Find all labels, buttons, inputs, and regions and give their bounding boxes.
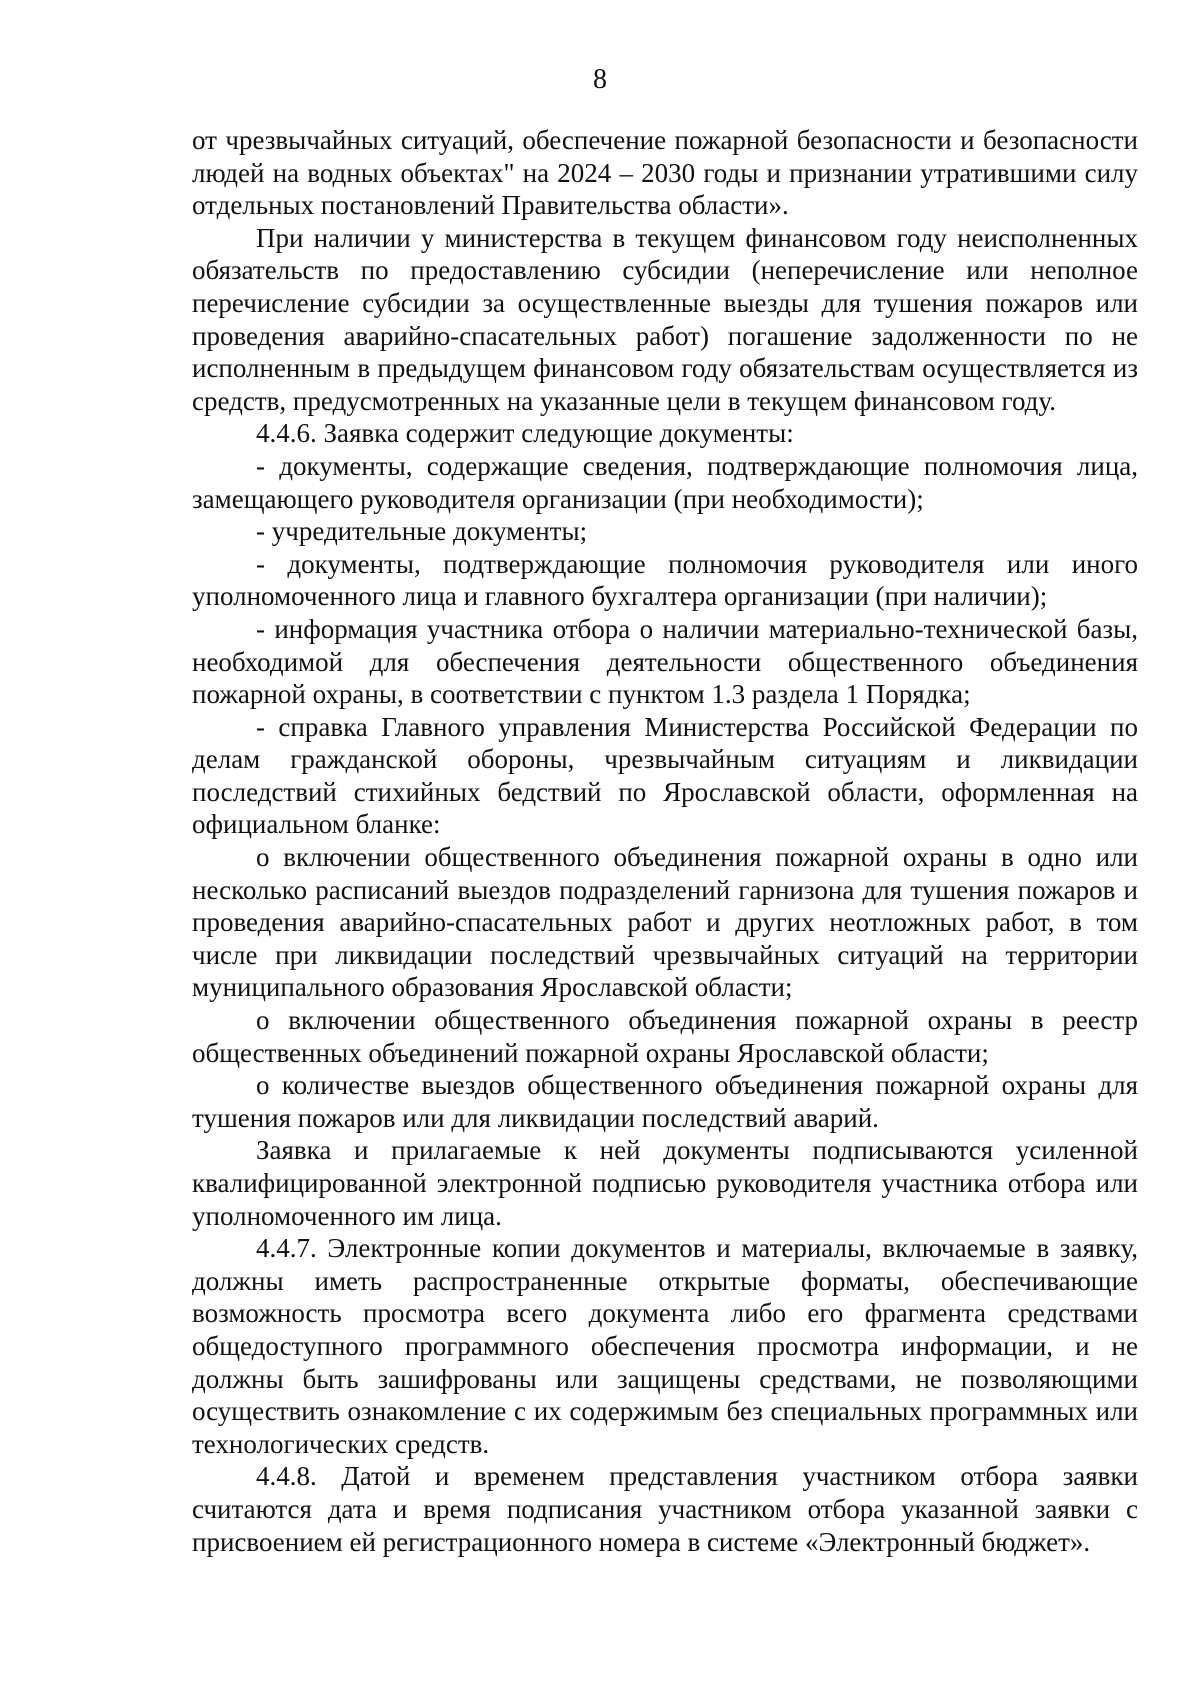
paragraph-electronic-signature: Заявка и прилагаемые к ней документы подписываются усиленной квалифицированной электронной подписью руководителя участника отбора или уполномоченного им лица. xyxy=(192,1135,1138,1231)
paragraph-4-4-7-formats: 4.4.7. Электронные копии документов и материалы, включаемые в заявку, должны иметь распространенные открытые форматы, обеспечивающие возможность просмотра всего документа либо его фрагмента средствами общедоступного программного обеспечения просмотра информации, и не должны быть зашифрованы или защищены средствами, не позволяющими осуществить ознакомление с их содержимым без специальных программных или технологических средств. xyxy=(192,1233,1138,1459)
page-number: 8 xyxy=(593,64,607,95)
list-item-authority-documents: - документы, содержащие сведения, подтверждающие полномочия лица, замещающего руководителя организации (при необходимости); xyxy=(192,450,1138,514)
list-item-head-authority-documents: - документы, подтверждающие полномочия руководителя или иного уполномоченного лица и главного бухгалтера организации (при наличии); xyxy=(192,548,1138,612)
list-item-founding-documents: - учредительные документы; xyxy=(256,516,588,547)
list-item-material-base-info: - информация участника отбора о наличии материально-технической базы, необходимой для обеспечения деятельности общественного объединения пожарной охраны, в соответствии с пунктом 1.3 раздела 1 Порядка; xyxy=(192,613,1138,710)
certificate-item-schedules: о включении общественного объединения пожарной охраны в одно или несколько расписаний выездов подразделений гарнизона для тушения пожаров и проведения аварийно-спасательных работ и других неотложных работ, в том числе при ликвидации последствий чрезвычайных ситуаций на территории муниципального образования Ярославской области; xyxy=(192,842,1138,1003)
document-body xyxy=(192,124,1138,1558)
certificate-item-dispatch-count: о количестве выездов общественного объединения пожарной охраны для тушения пожаров или для ликвидации последствий аварий. xyxy=(192,1070,1138,1133)
list-item-emergency-ministry-certificate: - справка Главного управления Министерства Российской Федерации по делам гражданской обороны, чрезвычайным ситуациям и ликвидации последствий стихийных бедствий по Ярославской области, оформленная на официальном бланке: xyxy=(192,711,1138,840)
paragraph-4-4-6-heading: 4.4.6. Заявка содержит следующие документы: xyxy=(256,418,794,449)
paragraph-continuation: от чрезвычайных ситуаций, обеспечение пожарной безопасности и безопасности людей на водных объектах" на 2024 – 2030 годы и признании утратившими силу отдельных постановлений Правительства области». xyxy=(192,125,1138,221)
paragraph-debt-repayment: При наличии у министерства в текущем финансовом году неисполненных обязательств по предоставлению субсидии (неперечисление или неполное перечисление субсидии за осуществленные выезды для тушения пожаров или проведения аварийно-спасательных работ) погашение задолженности по не исполненным в предыдущем финансовом году обязательствам осуществляется из средств, предусмотренных на указанные цели в текущем финансовом году. xyxy=(192,222,1138,416)
certificate-item-registry: о включении общественного объединения пожарной охраны в реестр общественных объединений пожарной охраны Ярославской области; xyxy=(192,1005,1138,1068)
paragraph-4-4-8-submission-date: 4.4.8. Датой и временем представления участником отбора заявки считаются дата и время подписания участником отбора указанной заявки с присвоением ей регистрационного номера в системе «Электронный бюджет». xyxy=(192,1461,1138,1557)
